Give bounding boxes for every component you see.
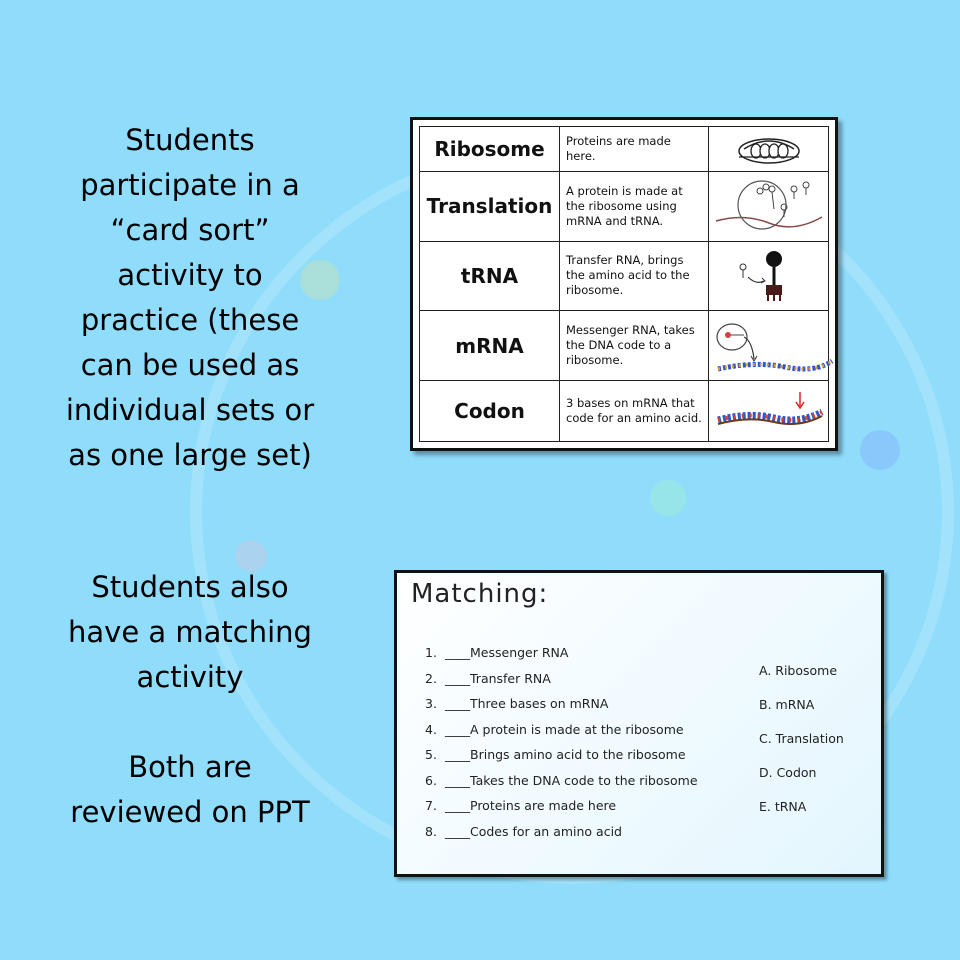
card-picture [709,171,829,241]
question-text: ____Takes the DNA code to the ribosome [445,772,698,788]
card-picture [709,311,829,381]
table-row [420,171,829,241]
answer-option: B. mRNA [759,697,815,712]
codon-icon [714,386,824,436]
list-item [425,696,698,722]
trna-icon [734,247,804,305]
card-definition: Messenger RNA, takes the DNA code to a ribosome. [560,311,709,381]
matching-note-text: Students also have a matching activity [68,570,312,694]
question-number: 1. [425,645,437,660]
list-item [425,722,698,748]
matching-answer-list [759,663,844,833]
card-picture [709,127,829,172]
review-note-text: Both are reviewed on PPT [70,750,310,829]
list-item [425,773,698,799]
watermark-dot [860,430,900,470]
list-item [425,671,698,697]
question-text: ____Proteins are made here [445,798,617,813]
matching-panel [394,570,884,877]
question-text: ____Transfer RNA [445,670,551,686]
question-number: 7. [425,798,437,813]
list-item [425,645,698,671]
card-definition: Proteins are made here. [560,127,709,172]
matching-question-list [425,645,698,849]
card-term: tRNA [420,241,560,311]
question-number: 2. [425,670,437,686]
question-number: 5. [425,747,437,762]
intro-text: Students participate in a “card sort” activity to practice (these can be used as individual sets or as one large set) [65,123,315,472]
question-number: 4. [425,721,437,737]
list-item [425,798,698,824]
answer-option: C. Translation [759,731,844,746]
list-item [425,747,698,773]
card-term: mRNA [420,311,560,381]
watermark-dot [650,480,686,516]
card-definition: 3 bases on mRNA that code for an amino acid. [560,381,709,442]
question-text: ____Brings amino acid to the ribosome [445,747,686,762]
question-text: ____Three bases on mRNA [445,696,609,711]
card-term: Ribosome [420,127,560,172]
answer-option: A. Ribosome [759,663,838,678]
table-row [420,381,829,442]
table-row [420,241,829,311]
matching-title: Matching: [411,579,549,609]
card-picture [709,241,829,311]
card-picture [709,381,829,442]
card-sort-panel [410,117,838,451]
card-definition: A protein is made at the ribosome using mRNA and tRNA. [560,171,709,241]
answer-option: D. Codon [759,765,817,780]
list-item [425,824,698,850]
table-row [420,311,829,381]
card-definition: Transfer RNA, brings the amino acid to the ribosome. [560,241,709,311]
question-number: 8. [425,823,437,839]
table-row [420,127,829,172]
question-number: 3. [425,696,437,711]
question-text: ____Codes for an amino acid [445,823,622,839]
question-text: ____A protein is made at the ribosome [445,721,684,737]
answer-option: E. tRNA [759,799,807,814]
ribosome-icon [734,131,804,167]
translation-icon [714,177,824,235]
mrna-icon [710,317,835,375]
card-term: Codon [420,381,560,442]
card-term: Translation [420,171,560,241]
card-sort-table [419,126,829,442]
question-text: ____Messenger RNA [445,645,569,660]
question-number: 6. [425,772,437,788]
